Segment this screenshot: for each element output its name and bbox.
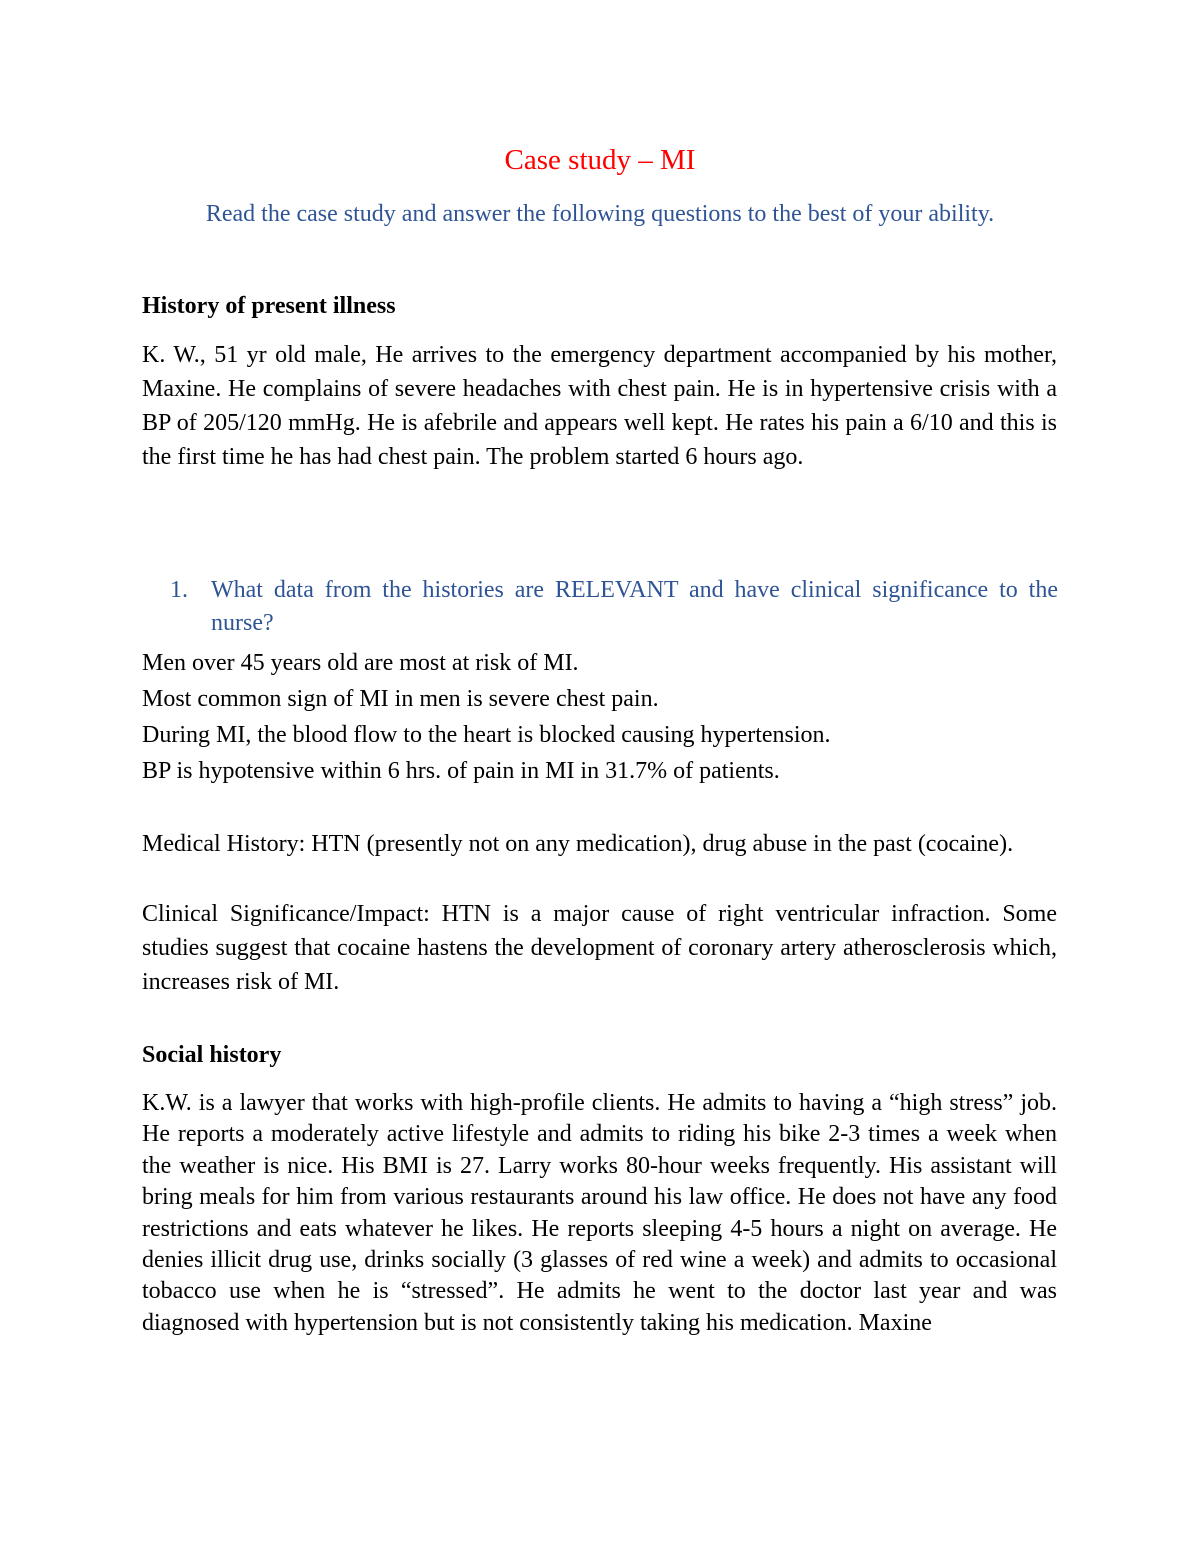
answer-line: Men over 45 years old are most at risk of MI. [142, 650, 579, 676]
question-1 [170, 574, 1058, 640]
answer-line: During MI, the blood flow to the heart is blocked causing hypertension. [142, 722, 831, 748]
question-number: 1. [170, 577, 188, 603]
question-text: What data from the histories are RELEVANT and have clinical significance to the nurse? [211, 577, 1058, 636]
present-illness-body: K. W., 51 yr old male, He arrives to the emergency department accompanied by his mother, Maxine. He complains of severe headaches with chest pain. He is in hypertensive crisis with a BP of 205/120 mmHg. He is afebrile and appears well kept. He rates his pain a 6/10 and this is the first time he has had chest pain. The problem started 6 hours ago. [142, 342, 1057, 470]
answer-line: BP is hypotensive within 6 hrs. of pain in MI in 31.7% of patients. [142, 758, 780, 784]
clinical-significance: Clinical Significance/Impact: HTN is a major cause of right ventricular infraction. Some studies suggest that cocaine hastens the development of coronary artery atherosclerosis which, increases risk of MI. [142, 901, 1057, 995]
social-history-heading: Social history [142, 1042, 282, 1068]
answers-list [142, 645, 1057, 789]
medical-history: Medical History: HTN (presently not on any medication), drug abuse in the past (cocaine). [142, 831, 1014, 857]
instructions: Read the case study and answer the following questions to the best of your ability. [205, 201, 995, 227]
present-illness-heading: History of present illness [142, 293, 396, 319]
social-history-body: K.W. is a lawyer that works with high-profile clients. He admits to having a “high stress” job. He reports a moderately active lifestyle and admits to riding his bike 2-3 times a week when the weather is nice. His BMI is 27. Larry works 80-hour weeks frequently. His assistant will bring meals for him from various restaurants around his law office. He does not have any food restrictions and eats whatever he likes. He reports sleeping 4-5 hours a night on average. He denies illicit drug use, drinks socially (3 glasses of red wine a week) and admits to occasional tobacco use when he is “stressed”. He admits he went to the doctor last year and was diagnosed with hypertension but is not consistently taking his medication. Maxine [142, 1090, 1057, 1336]
answer-line: Most common sign of MI in men is severe chest pain. [142, 686, 659, 712]
document-title: Case study – MI [504, 144, 696, 176]
